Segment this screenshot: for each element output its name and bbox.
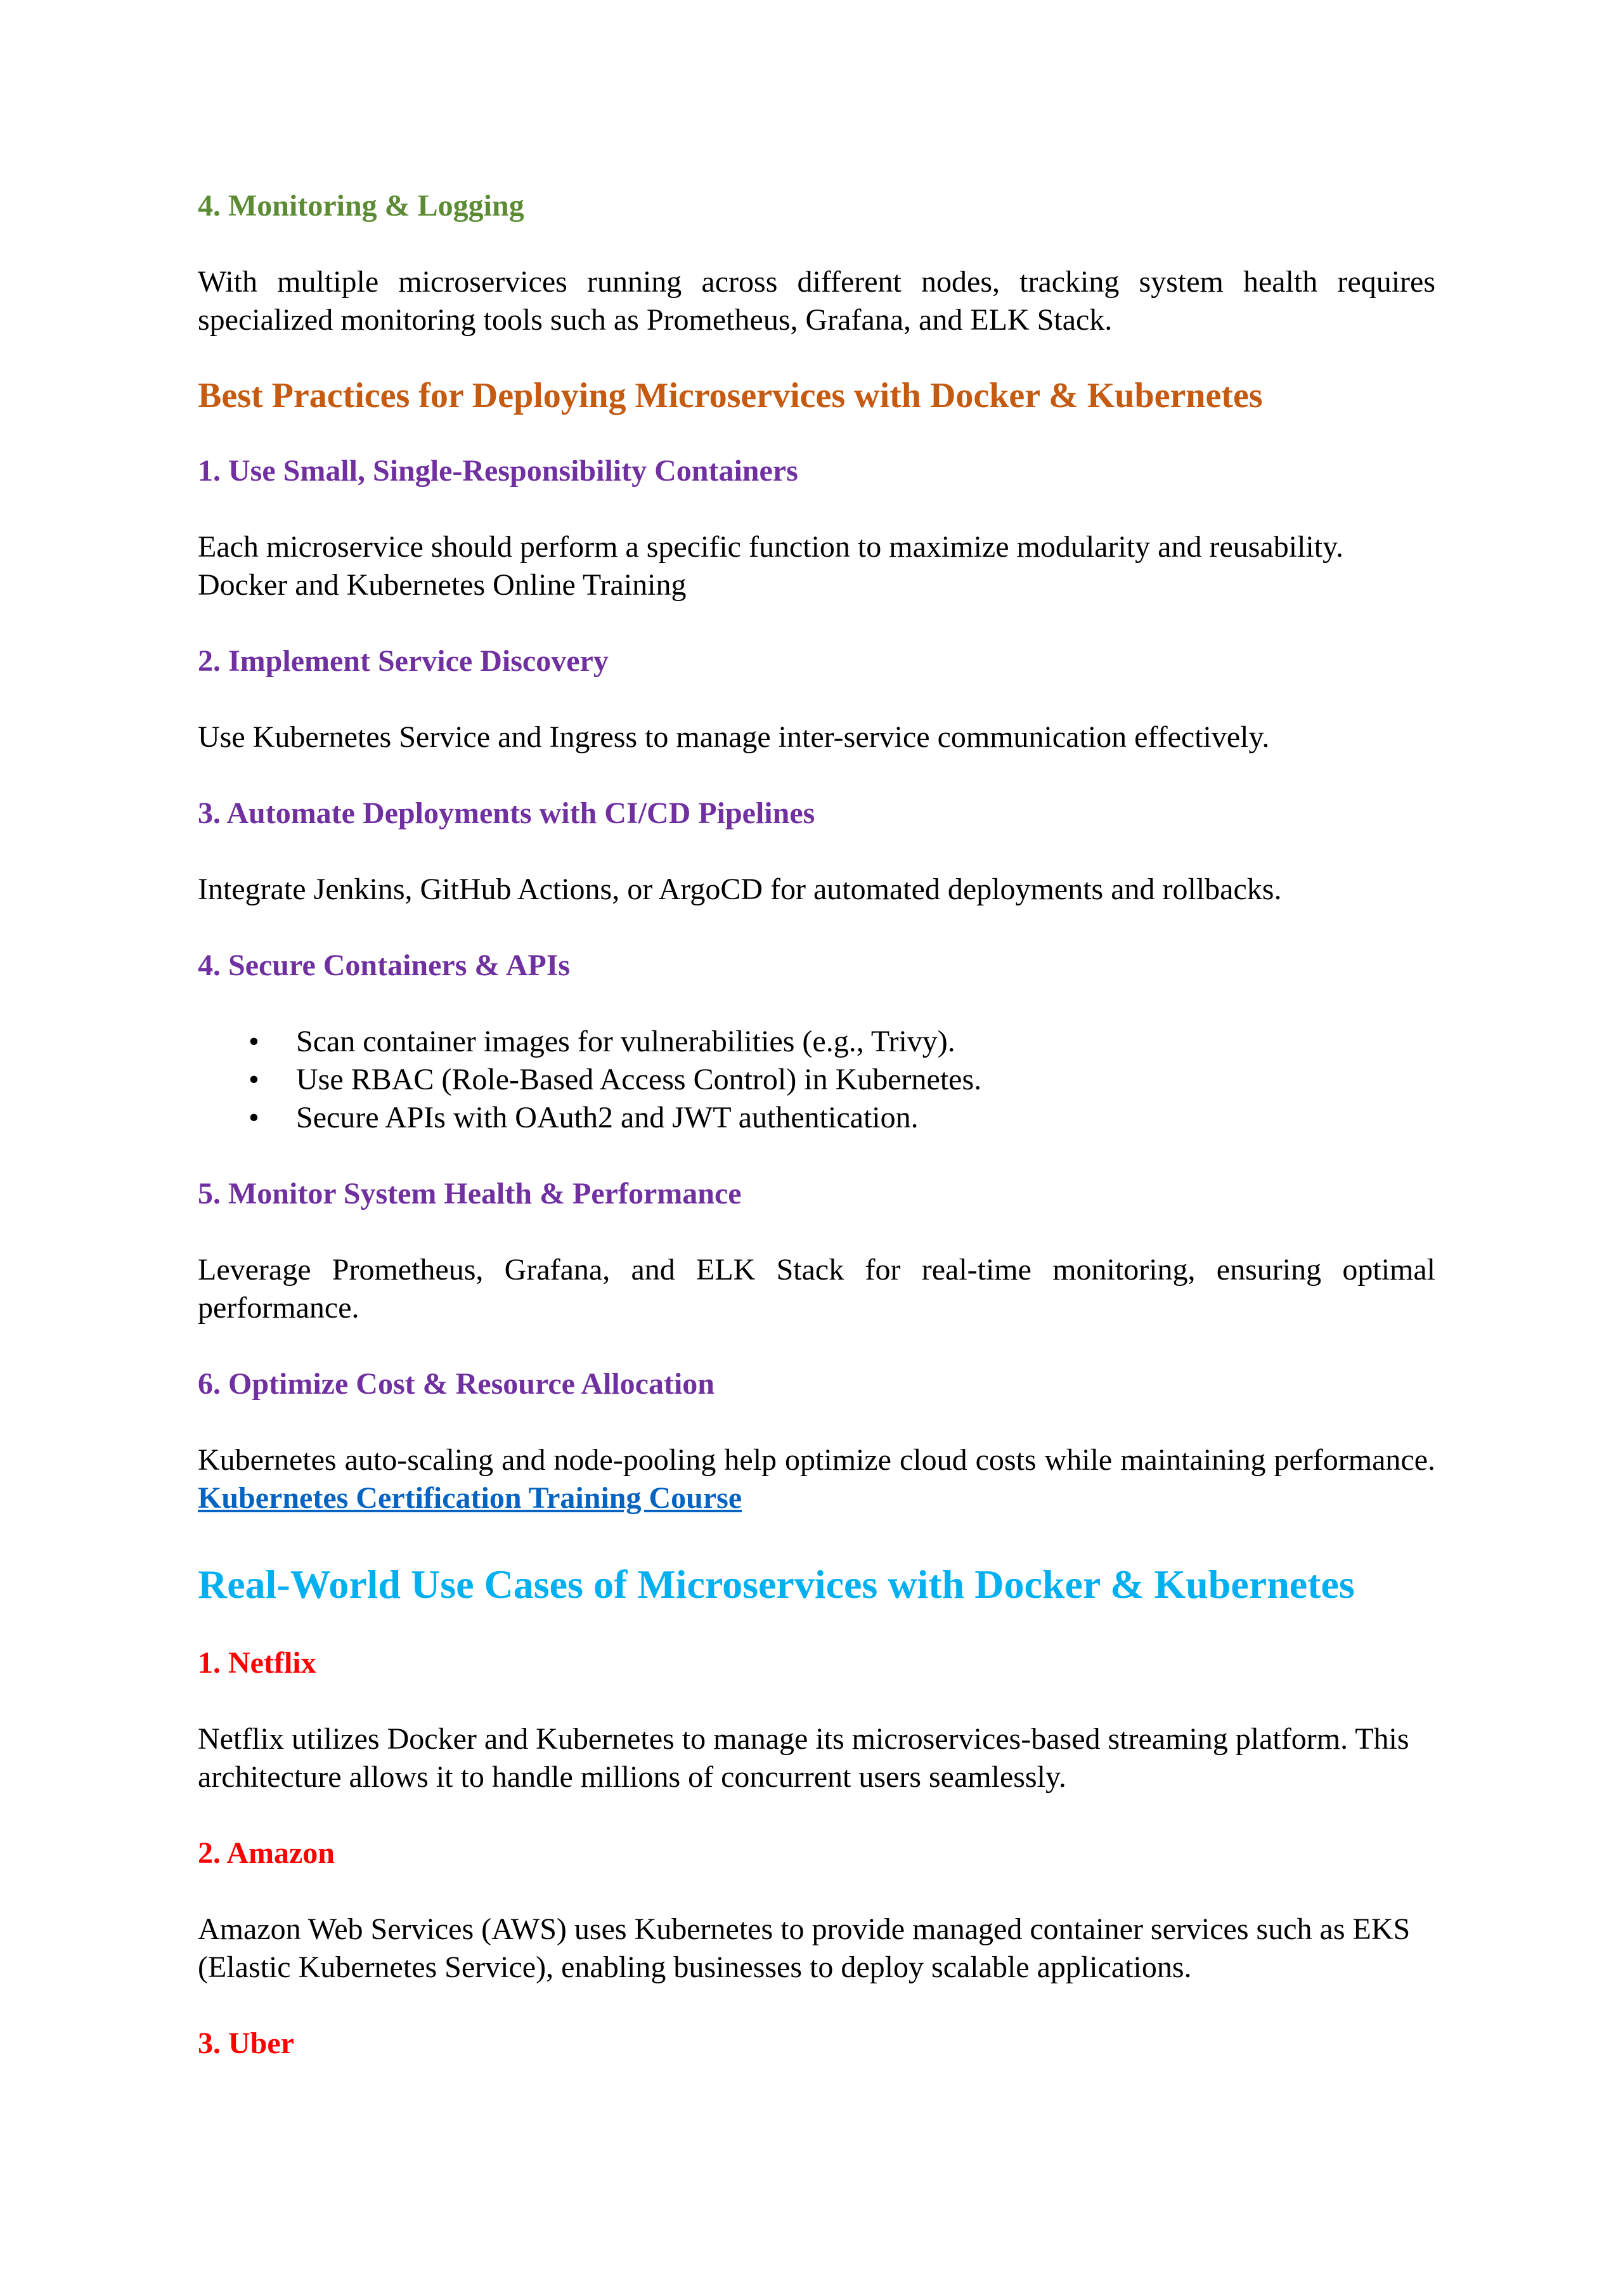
bullet-item: • Scan container images for vulnerabilities (e.g., Trivy).	[198, 1023, 1435, 1061]
practice-heading-1: 1. Use Small, Single-Responsibility Containers	[198, 454, 798, 488]
use-case-heading-amazon: 2. Amazon	[198, 1836, 335, 1870]
practice-heading-4: 4. Secure Containers & APIs	[198, 949, 571, 982]
practice-text-2: Use Kubernetes Service and Ingress to manage inter-service communication effectively.	[198, 720, 1270, 754]
practice-heading-6: 6. Optimize Cost & Resource Allocation	[198, 1367, 715, 1401]
use-case-heading-netflix: 1. Netflix	[198, 1646, 316, 1680]
security-bullet-list	[198, 1023, 1435, 1137]
practice-heading-3: 3. Automate Deployments with CI/CD Pipelines	[198, 796, 815, 830]
practice-text-6	[198, 1441, 1435, 1517]
use-case-text-netflix: Netflix utilizes Docker and Kubernetes to manage its microservices-based streaming platform. This architecture allows it to handle millions of concurrent users seamlessly.	[198, 1722, 1409, 1794]
practice-text-6-body: Kubernetes auto-scaling and node-pooling help optimize cloud costs while maintaining performance.	[198, 1443, 1435, 1477]
practice-heading-2: 2. Implement Service Discovery	[198, 644, 609, 678]
certification-course-link[interactable]: Kubernetes Certification Training Course	[198, 1481, 742, 1515]
practice-heading-5: 5. Monitor System Health & Performance	[198, 1177, 742, 1210]
practice-text-3: Integrate Jenkins, GitHub Actions, or ArgoCD for automated deployments and rollbacks.	[198, 872, 1282, 906]
bullet-item: • Secure APIs with OAuth2 and JWT authentication.	[198, 1099, 1435, 1137]
practice-text-1: Each microservice should perform a specific function to maximize modularity and reusability. Docker and Kubernetes Online Training	[198, 530, 1343, 602]
monitoring-heading: 4. Monitoring & Logging	[198, 189, 524, 223]
practice-text-5: Leverage Prometheus, Grafana, and ELK Stack for real-time monitoring, ensuring optimal performance.	[198, 1253, 1435, 1325]
monitoring-text: With multiple microservices running across different nodes, tracking system health requires specialized monitoring tools such as Prometheus, Grafana, and ELK Stack.	[198, 265, 1435, 337]
bullet-item: • Use RBAC (Role-Based Access Control) in Kubernetes.	[198, 1061, 1435, 1099]
use-cases-heading: Real-World Use Cases of Microservices with Docker & Kubernetes	[198, 1562, 1355, 1607]
use-case-text-amazon: Amazon Web Services (AWS) uses Kubernetes to provide managed container services such as EKS (Elastic Kubernetes Service), enabling businesses to deploy scalable applications.	[198, 1912, 1411, 1984]
best-practices-heading: Best Practices for Deploying Microservices with Docker & Kubernetes	[198, 376, 1263, 415]
use-case-heading-uber: 3. Uber	[198, 2027, 294, 2060]
